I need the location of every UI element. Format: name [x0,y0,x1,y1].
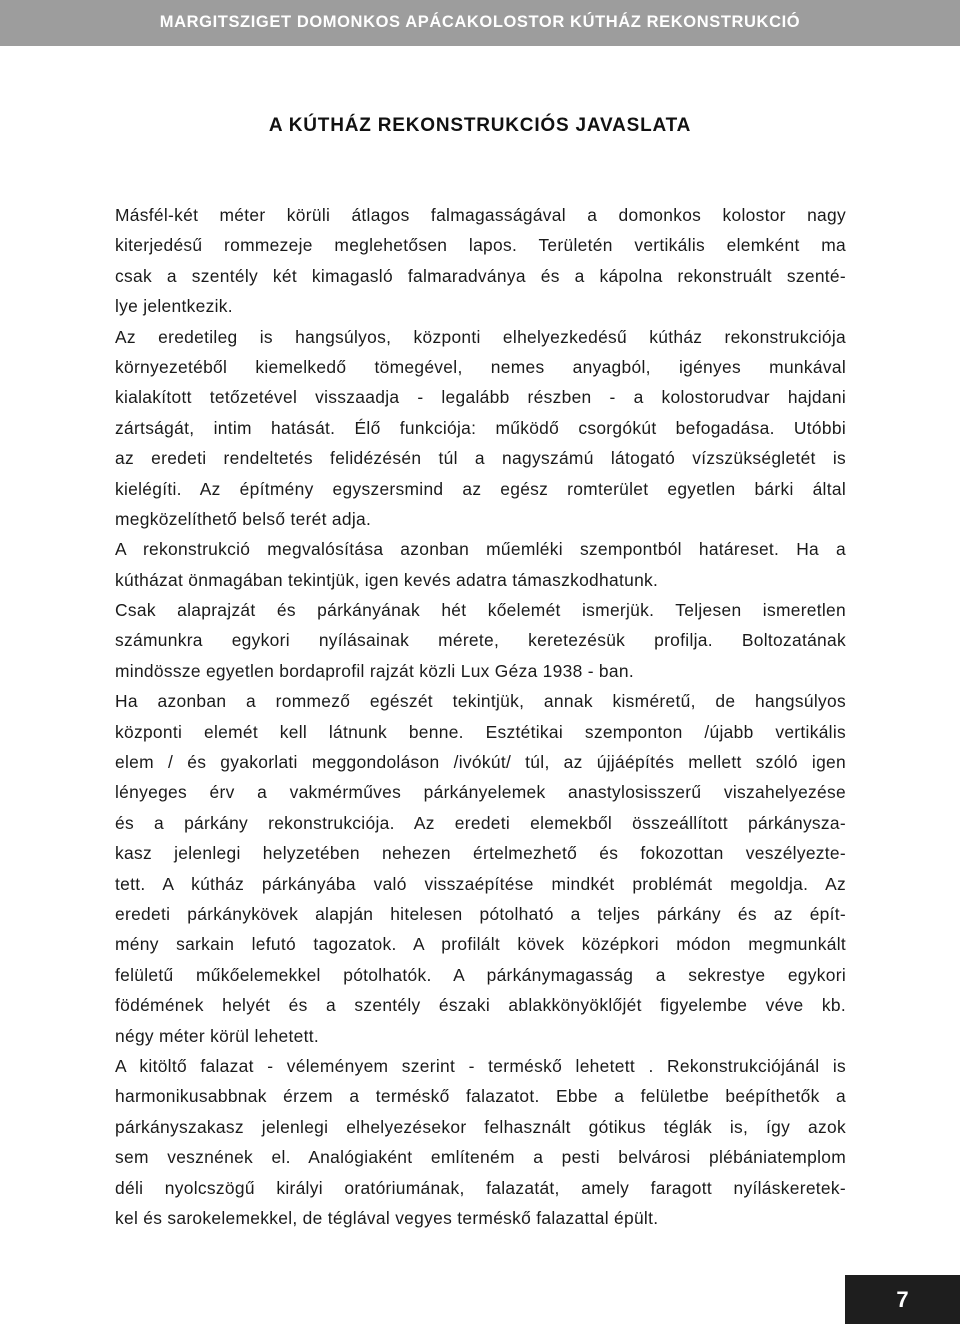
text-line: számunkra egykori nyílásainak mérete, keretezésük profilja. Boltozatának [115,630,846,651]
text-line: lényeges érv a vakmérműves párkányelemek anastylosisszerű viszahelyezése [115,782,846,803]
text-line: mindössze egyetlen bordaprofil rajzát közli Lux Géza 1938 - ban. [115,660,634,681]
text-line: csak a szentély két kimagasló falmaradványa és a kápolna rekonstruált szenté- [115,265,846,286]
text-line: déli nyolcszögű királyi oratóriumának, falazatát, amely faragott nyíláskeretek- [115,1177,846,1198]
text-line: Ha azonban a rommező egészét tekintjük, annak kisméretű, de hangsúlyos [115,691,846,712]
text-line: környezetéből kiemelkedő tömegével, nemes anyagból, igényes munkával [115,356,846,377]
text-line: födémének helyét és a szentély északi ablakkönyöklőjét figyelembe véve kb. [115,995,846,1016]
text-line: és a párkány rekonstrukciója. Az eredeti elemekből összeállított párkánysza- [115,812,846,833]
text-line: mény sarkain lefutó tagozatok. A profilált kövek középkori módon megmunkált [115,934,846,955]
page-number-box [845,1275,960,1324]
text-line: harmonikusabbnak érzem a terméskő falazatot. Ebbe a felületbe beépíthetők a [115,1086,846,1107]
text-line: elem / és gyakorlati meggondoláson /ivókút/ túl, az újjáépítés mellett szóló igen [115,752,846,773]
text-line: Csak alaprajzát és párkányának hét kőelemét ismerjük. Teljesen ismeretlen [115,600,846,621]
page-number: 7 [896,1287,909,1312]
text-line: zártságát, intim hatását. Élő funkciója: működő csorgókút befogadása. Utóbbi [115,417,846,438]
text-line: lye jelentkezik. [115,296,233,317]
running-header-title: MARGITSZIGET DOMONKOS APÁCAKOLOSTOR KÚTHÁZ REKONSTRUKCIÓ [159,13,801,31]
text-line: A rekonstrukció megvalósítása azonban műemléki szempontból határeset. Ha a [115,539,846,560]
text-line: kel és sarokelemekkel, de téglával vegyes terméskő falazattal épült. [115,1207,659,1228]
text-line: az eredeti rendeltetés felidézésén túl a nagyszámú látogató vízszükségletét is [115,448,846,469]
text-line: kiterjedésű rommezeje meglehetősen lapos. Területén vertikális elemként ma [115,235,846,256]
text-line: sem vesznének el. Analógiaként említeném a pesti belvárosi plébániatemplom [115,1147,846,1168]
text-line: tett. A kútház párkányába való visszaépítése mindkét problémát megoldja. Az [115,873,846,894]
text-line: kielégíti. Az építmény egyszersmind az egész romterület egyetlen bárki által [115,478,846,499]
text-line: A kitöltő falazat - véleményem szerint - terméskő lehetett . Rekonstrukciójánál is [115,1055,846,1076]
text-line: Másfél-két méter körüli átlagos falmagasságával a domonkos kolostor nagy [115,205,846,225]
header-band [0,0,960,46]
text-line: eredeti párkánykövek alapján hitelesen pótolható a teljes párkány és az épít- [115,903,846,924]
text-line: központi elemét kell látnunk benne. Esztétikai szemponton /újabb vertikális [115,721,846,742]
text-line: kasz jelenlegi helyzetében nehezen értelmezhető és fokozottan veszélyezte- [115,843,846,864]
text-line: négy méter körül lehetett. [115,1025,320,1046]
text-line: Az eredetileg is hangsúlyos, központi elhelyezkedésű kútház rekonstrukciója [115,326,846,347]
text-line: megközelíthető belső terét adja. [115,508,372,529]
page-title: A KÚTHÁZ REKONSTRUKCIÓS JAVASLATA [268,115,692,136]
body-text [115,200,846,1233]
text-line: párkányszakasz jelenlegi elhelyezésekor felhasznált gótikus téglák is, így azok [115,1116,846,1137]
text-line: kialakított tetőzetével visszaadja - legalább részben - a kolostorudvar hajdani [115,387,846,408]
text-line: kútházat önmagában tekintjük, igen kevés adatra támaszkodhatunk. [115,569,659,590]
text-line: felületű műkőelemekkel pótolhatók. A párkánymagasság a sekrestye egykori [115,964,846,985]
